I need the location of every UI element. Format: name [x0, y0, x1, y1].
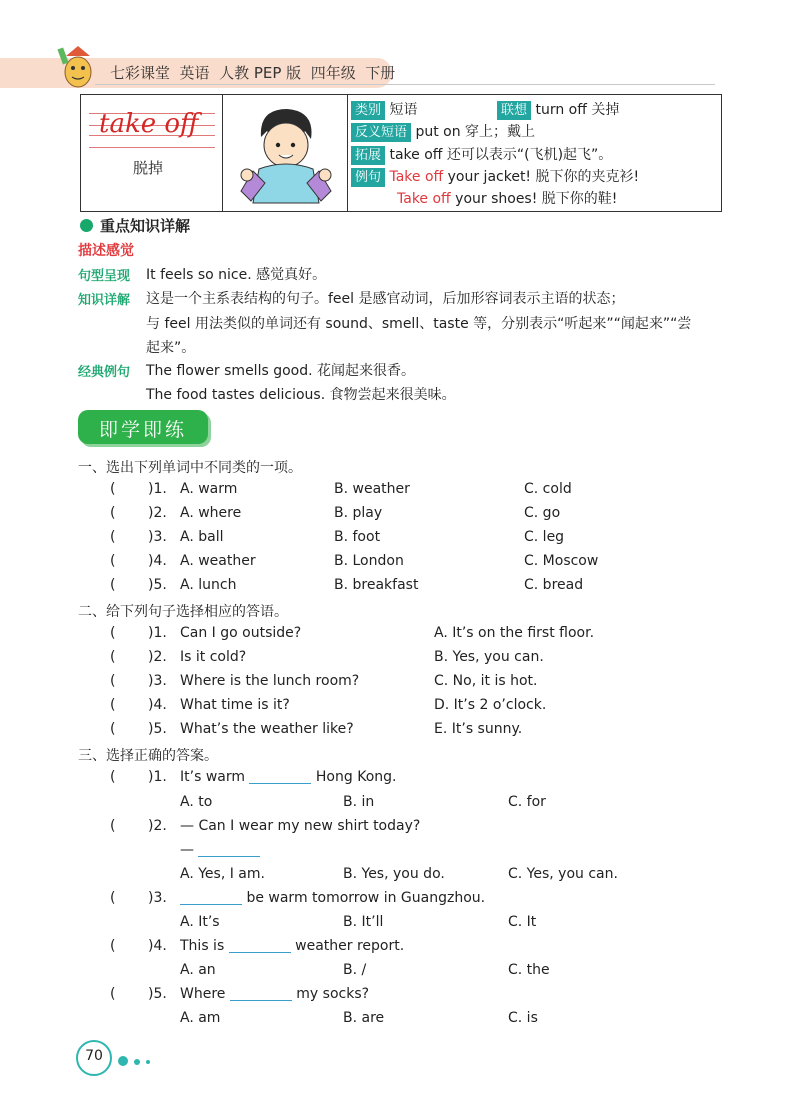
option-b: B. /	[343, 962, 367, 978]
option-c: C. cold	[524, 481, 572, 497]
list-item: (	[110, 505, 116, 521]
question-number: )5.	[148, 721, 167, 737]
example2-text: your shoes! 脱下你的鞋!	[450, 191, 618, 207]
answer-blank[interactable]	[229, 938, 291, 953]
option-c: C. is	[508, 1010, 538, 1026]
answer-blank[interactable]	[198, 842, 260, 857]
list-item: (	[110, 938, 116, 954]
option-b: B. play	[334, 505, 383, 521]
question-number: )1.	[148, 481, 167, 497]
answer-option: E. It’s sunny.	[434, 721, 523, 737]
question-number: )3.	[148, 890, 167, 906]
answer-option: A. It’s on the first floor.	[434, 625, 595, 641]
option-b: B. are	[343, 1010, 385, 1026]
example-label: 经典例句	[78, 365, 131, 380]
option-a: A. ball	[180, 529, 224, 545]
list-item: (	[110, 697, 116, 713]
list-item: (	[110, 769, 116, 785]
detail-line-3: 起来”。	[146, 340, 196, 356]
option-a: A. am	[180, 1010, 221, 1026]
option-a: A. warm	[180, 481, 238, 497]
option-c: C. Moscow	[524, 553, 599, 569]
question-text: — Can I wear my new shirt today?	[180, 818, 421, 834]
detail-label-1: 知识详解	[78, 293, 131, 308]
answer-blank[interactable]	[230, 986, 292, 1001]
question-number: )4.	[148, 553, 167, 569]
question-text: Where my socks?	[180, 986, 370, 1002]
tag-association: 联想	[497, 101, 531, 120]
option-b: B. breakfast	[334, 577, 419, 593]
question-text: It’s warm Hong Kong.	[180, 769, 397, 785]
vocab-card	[80, 94, 722, 212]
option-a: A. lunch	[180, 577, 237, 593]
question-number: )2.	[148, 505, 167, 521]
key-points-title: 重点知识详解	[100, 217, 191, 235]
option-b: B. London	[334, 553, 404, 569]
dot-icon	[118, 1056, 128, 1066]
question-text: What time is it?	[180, 697, 290, 713]
option-a: A. to	[180, 794, 213, 810]
boy-illustration	[231, 99, 339, 207]
section2-title: 二、给下列句子选择相应的答语。	[78, 604, 288, 620]
page-number: 70	[85, 1048, 103, 1064]
pattern-text: It feels so nice. 感觉真好。	[146, 267, 327, 283]
question-number: )5.	[148, 577, 167, 593]
question-text: Can I go outside?	[180, 625, 302, 641]
question-number: )1.	[148, 769, 167, 785]
answer-option: D. It’s 2 o’clock.	[434, 697, 547, 713]
list-item: (	[110, 649, 116, 665]
answer-blank[interactable]	[180, 890, 242, 905]
word-writing-lines	[89, 105, 215, 149]
question-number: )3.	[148, 529, 167, 545]
tag-example: 例句	[351, 168, 385, 187]
option-a: A. where	[180, 505, 242, 521]
question-number: )4.	[148, 938, 167, 954]
play-bullet-icon	[80, 219, 93, 232]
question-number: )2.	[148, 649, 167, 665]
pattern-label: 句型呈现	[78, 269, 131, 284]
dot-icon	[146, 1060, 150, 1064]
list-item: (	[110, 818, 116, 834]
question-number: )4.	[148, 697, 167, 713]
antonym-text: put on 穿上；戴上	[415, 124, 536, 140]
example1-highlight: Take off	[389, 169, 444, 185]
list-item: (	[110, 481, 116, 497]
option-c: C. for	[508, 794, 546, 810]
list-item: (	[110, 625, 116, 641]
example-line-1: The flower smells good. 花闻起来很香。	[146, 363, 416, 379]
answer-option: C. No, it is hot.	[434, 673, 538, 689]
detail-line-1: 这是一个主系表结构的句子。feel 是感官动词，后加形容词表示主语的状态；	[146, 291, 625, 307]
association-text: turn off 关掉	[535, 102, 620, 118]
tag-category: 类别	[351, 101, 385, 120]
option-b: B. It’ll	[343, 914, 384, 930]
question-text: This is weather report.	[180, 938, 405, 954]
list-item: (	[110, 986, 116, 1002]
option-c: C. the	[508, 962, 550, 978]
example2-highlight: Take off	[397, 191, 451, 207]
section3-title: 三、选择正确的答案。	[78, 748, 218, 764]
answer-option: B. Yes, you can.	[434, 649, 544, 665]
option-b: B. Yes, you do.	[343, 866, 445, 882]
option-a: A. Yes, I am.	[180, 866, 265, 882]
option-c: C. leg	[524, 529, 565, 545]
list-item: (	[110, 529, 116, 545]
list-item: (	[110, 721, 116, 737]
header-rule	[95, 84, 715, 85]
reply-line: —	[180, 842, 260, 858]
dot-icon	[134, 1059, 140, 1065]
question-number: )3.	[148, 673, 167, 689]
option-b: B. in	[343, 794, 375, 810]
option-c: C. go	[524, 505, 561, 521]
header-title: 七彩课堂 英语 人教 PEP 版 四年级 下册	[110, 64, 396, 82]
list-item: (	[110, 577, 116, 593]
option-a: A. an	[180, 962, 216, 978]
option-a: A. It’s	[180, 914, 220, 930]
question-text: What’s the weather like?	[180, 721, 354, 737]
vocab-meaning: 脱掉	[133, 159, 164, 177]
vocab-word: take off	[99, 109, 199, 139]
practice-banner: 即学即练	[78, 410, 208, 444]
list-item: (	[110, 890, 116, 906]
mascot-icon	[56, 40, 100, 90]
question-text: be warm tomorrow in Guangzhou.	[180, 890, 485, 906]
option-b: B. weather	[334, 481, 410, 497]
option-c: C. It	[508, 914, 537, 930]
question-number: )5.	[148, 986, 167, 1002]
question-text: Where is the lunch room?	[180, 673, 360, 689]
question-text: Is it cold?	[180, 649, 247, 665]
option-a: A. weather	[180, 553, 256, 569]
detail-line-2: 与 feel 用法类似的单词还有 sound、smell、taste 等，分别表示“听起来”“闻起来”“尝	[146, 316, 692, 332]
list-item: (	[110, 673, 116, 689]
answer-blank[interactable]	[249, 769, 311, 784]
option-b: B. foot	[334, 529, 381, 545]
extension-text: take off 还可以表示“(飞机)起飞”。	[389, 147, 613, 163]
option-c: C. bread	[524, 577, 584, 593]
tag-extension: 拓展	[351, 146, 385, 165]
question-number: )1.	[148, 625, 167, 641]
section1-title: 一、选出下列单词中不同类的一项。	[78, 460, 302, 476]
list-item: (	[110, 553, 116, 569]
category-text: 短语	[389, 102, 418, 118]
question-number: )2.	[148, 818, 167, 834]
option-c: C. Yes, you can.	[508, 866, 618, 882]
example1-text: your jacket! 脱下你的夹克衫!	[443, 169, 640, 185]
subtopic-title: 描述感觉	[78, 243, 134, 259]
tag-antonym: 反义短语	[351, 123, 411, 142]
example-line-2: The food tastes delicious. 食物尝起来很美味。	[146, 387, 456, 403]
